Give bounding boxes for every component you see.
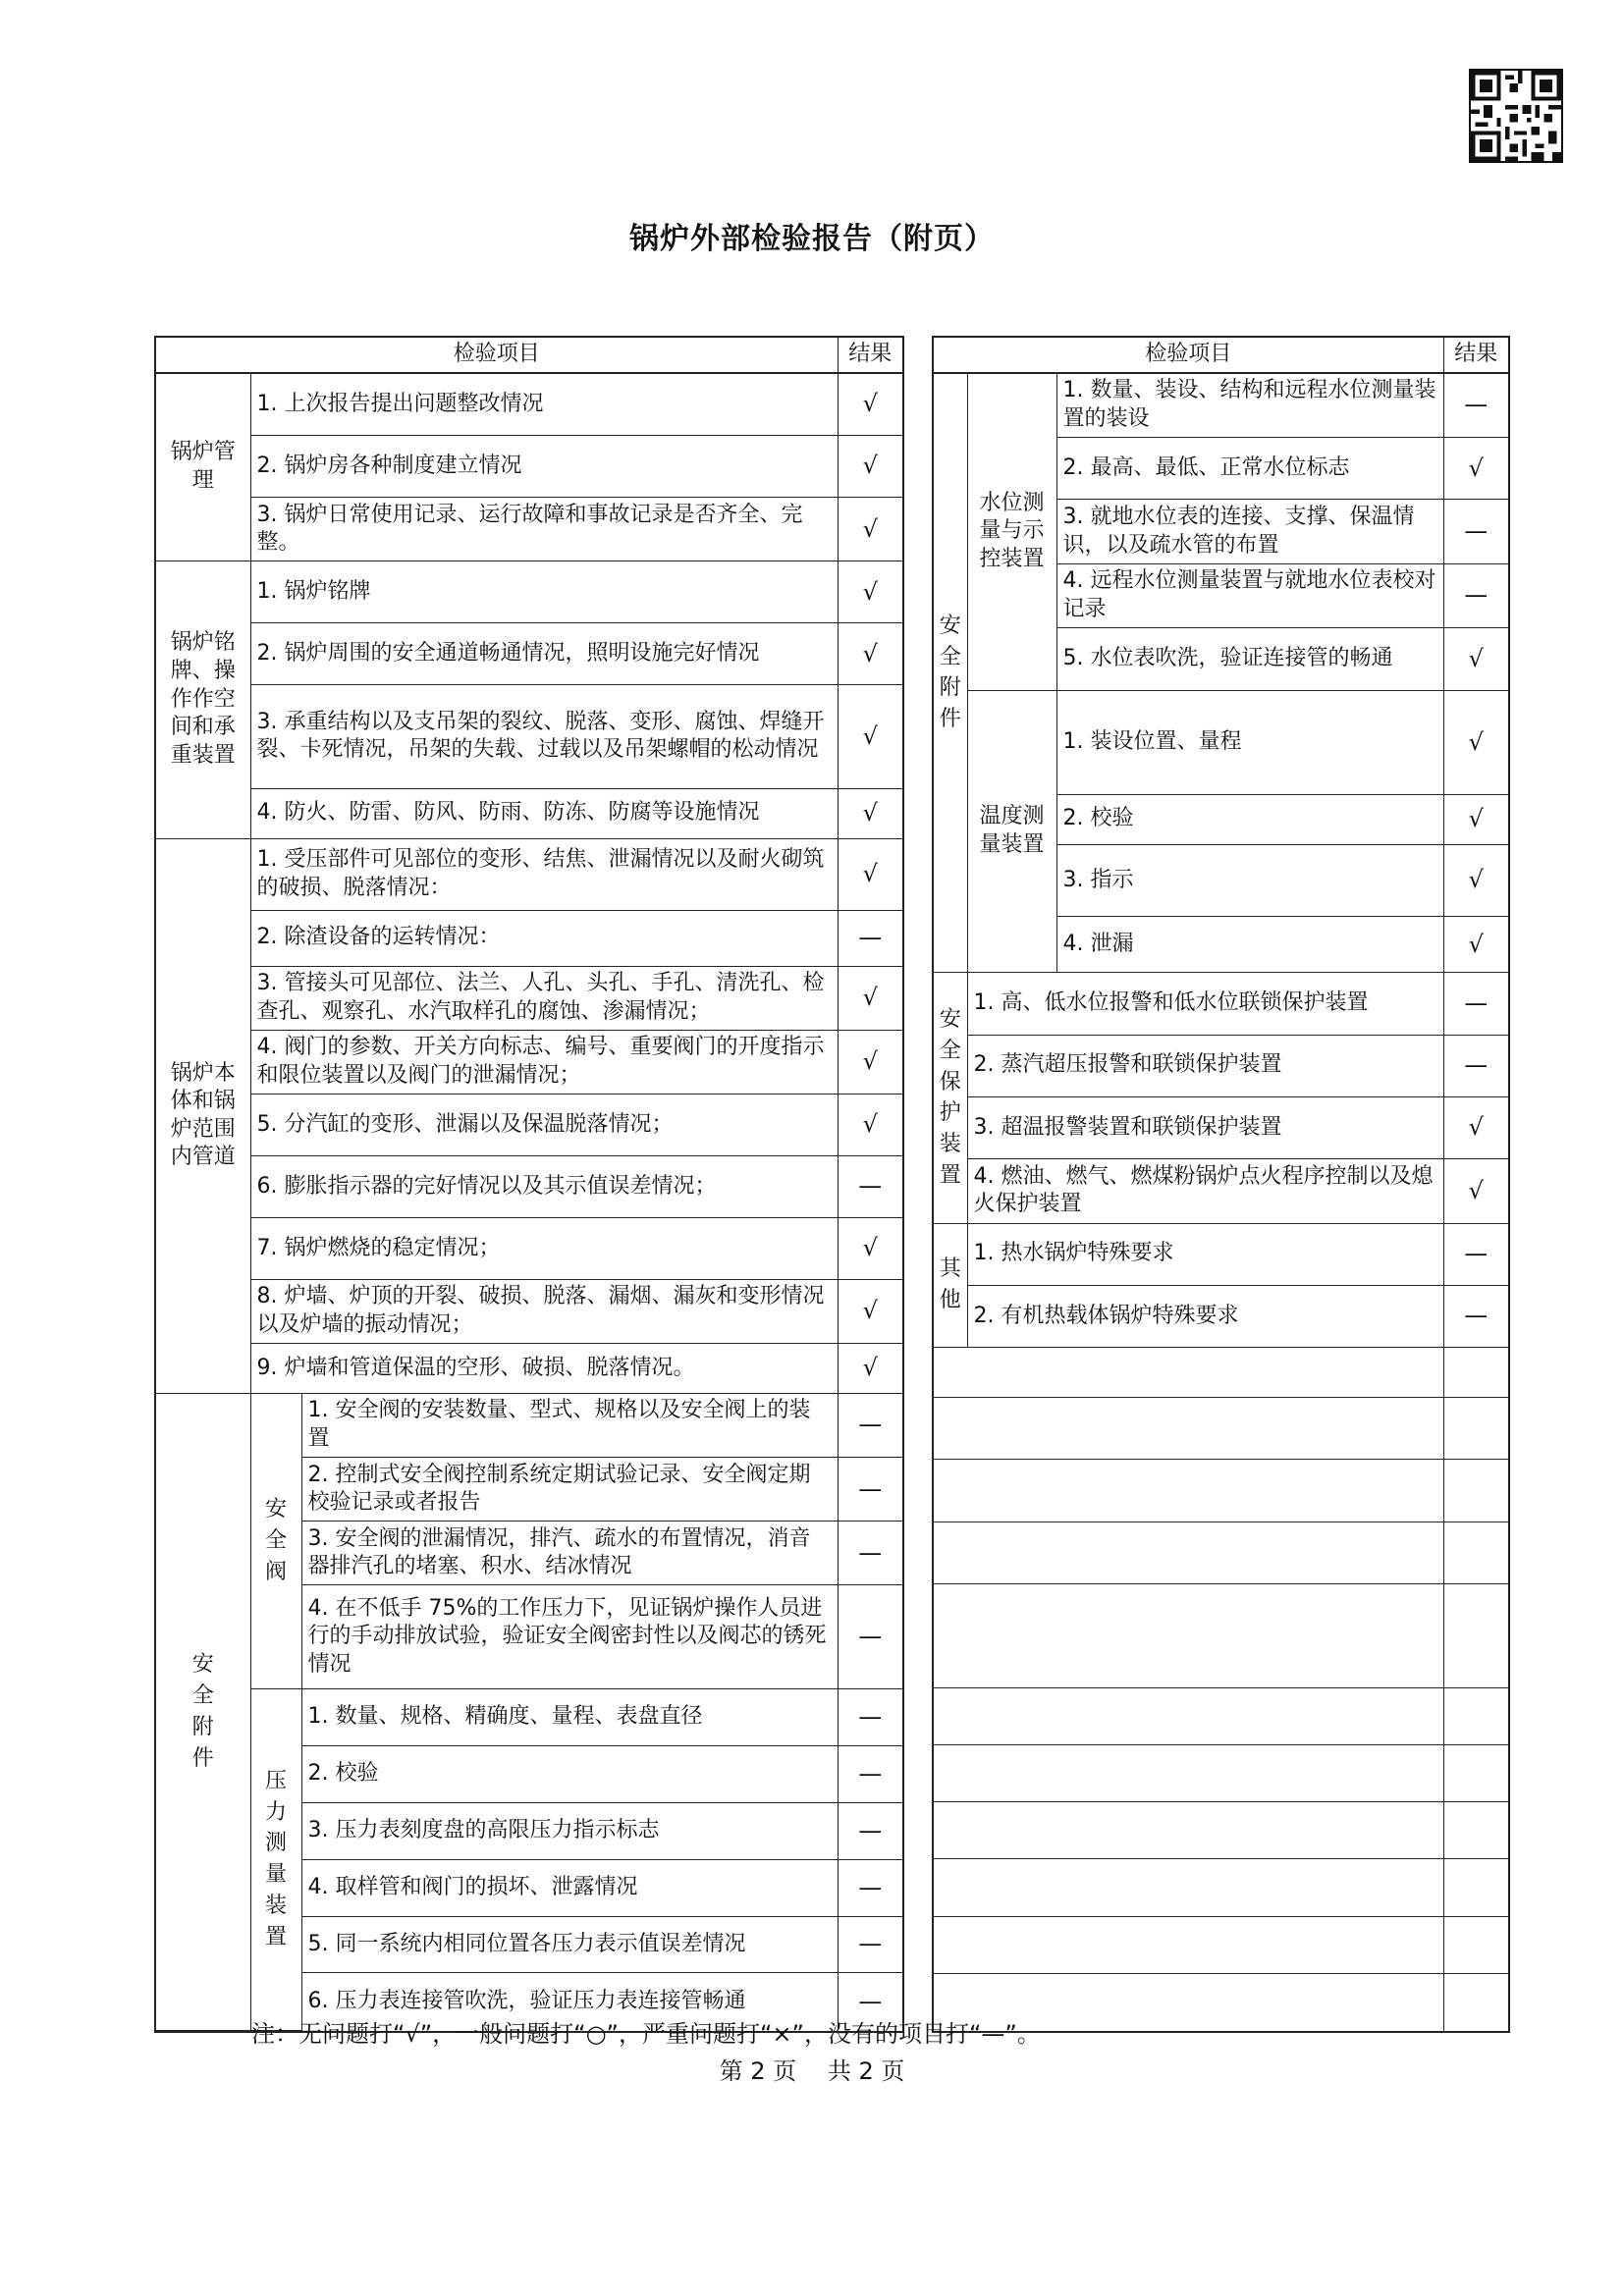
item-text: 4. 取样管和阀门的损坏、泄露情况 <box>301 1859 838 1916</box>
result-mark: — <box>838 1973 902 2030</box>
group-label: 安全保护装置 <box>934 973 967 1223</box>
result-mark: √ <box>838 685 902 789</box>
result-mark: √ <box>838 966 902 1030</box>
legend-note: 注：无问题打“√”，一般问题打“○”，严重问题打“×”，没有的项目打“—”。 <box>251 2020 1041 2048</box>
result-mark: √ <box>838 436 902 498</box>
column-gap <box>903 337 933 2032</box>
result-mark: √ <box>838 561 902 623</box>
item-text: 1. 高、低水位报警和低水位联锁保护装置 <box>967 973 1443 1035</box>
empty-cell <box>934 1745 1443 1802</box>
subgroup-label: 温度测量装置 <box>967 690 1056 973</box>
result-mark: √ <box>1443 628 1508 690</box>
empty-cell <box>934 1802 1443 1859</box>
result-mark: √ <box>838 1279 902 1343</box>
item-text: 1. 受压部件可见部位的变形、结焦、泄漏情况以及耐火砌筑的破损、脱落情况： <box>250 838 838 910</box>
empty-result <box>1443 1859 1508 1916</box>
empty-cell <box>934 1348 1443 1398</box>
empty-result <box>1443 1973 1508 2030</box>
result-mark: — <box>838 1522 902 1585</box>
empty-result <box>1443 1802 1508 1859</box>
item-text: 3. 安全阀的泄漏情况，排汽、疏水的布置情况，消音器排汽孔的堵塞、积水、结冰情况 <box>301 1522 838 1585</box>
result-mark: √ <box>838 788 902 838</box>
result-mark: √ <box>1443 844 1508 916</box>
page-number <box>0 2052 1624 2086</box>
item-text: 2. 校验 <box>1056 794 1443 844</box>
item-text: 2. 锅炉房各种制度建立情况 <box>250 436 838 498</box>
item-text: 4. 泄漏 <box>1056 917 1443 973</box>
left-header-item: 检验项目 <box>156 338 838 372</box>
item-text: 2. 锅炉周围的安全通道畅通情况，照明设施完好情况 <box>250 623 838 685</box>
group-label: 锅炉本体和锅炉范围内管道 <box>156 838 250 1393</box>
item-text: 6. 压力表连接管吹洗，验证压力表连接管畅通 <box>301 1973 838 2030</box>
item-text: 1. 上次报告提出问题整改情况 <box>250 374 838 436</box>
empty-result <box>1443 1687 1508 1744</box>
result-mark: √ <box>838 838 902 910</box>
result-mark: — <box>1443 563 1508 627</box>
result-mark: √ <box>1443 917 1508 973</box>
item-text: 4. 阀门的参数、开关方向标志、编号、重要阀门的开度指示和限位装置以及阀门的泄漏情况； <box>250 1030 838 1094</box>
right-header-item: 检验项目 <box>934 338 1443 372</box>
subgroup-label: 压力测量装置 <box>250 1689 301 2031</box>
page-current: 第 2 页 <box>719 2057 797 2085</box>
item-text: 1. 装设位置、量程 <box>1056 690 1443 794</box>
empty-cell <box>934 1687 1443 1744</box>
result-mark: — <box>838 1745 902 1802</box>
group-label: 锅炉铭牌、操作作空间和承重装置 <box>156 561 250 838</box>
item-text: 5. 水位表吹洗，验证连接管的畅通 <box>1056 628 1443 690</box>
item-text: 8. 炉墙、炉顶的开裂、破损、脱落、漏烟、漏灰和变形情况以及炉墙的振动情况； <box>250 1279 838 1343</box>
empty-result <box>1443 1460 1508 1522</box>
result-mark: √ <box>1443 438 1508 500</box>
item-text: 2. 有机热载体锅炉特殊要求 <box>967 1285 1443 1347</box>
empty-cell <box>934 1583 1443 1687</box>
group-label: 安全附件 <box>934 374 967 973</box>
item-text: 4. 在不低手 75%的工作压力下，见证锅炉操作人员进行的手动排放试验，验证安全阀密封性以及阀芯的锈死情况 <box>301 1585 838 1689</box>
empty-cell <box>934 1522 1443 1583</box>
result-mark: √ <box>838 1344 902 1394</box>
item-text: 4. 远程水位测量装置与就地水位表校对记录 <box>1056 563 1443 627</box>
empty-result <box>1443 1398 1508 1460</box>
empty-result <box>1443 1522 1508 1583</box>
group-label: 安全附件 <box>156 1393 250 2030</box>
result-mark: — <box>1443 500 1508 563</box>
result-mark: √ <box>838 623 902 685</box>
report-title: 锅炉外部检验报告（附页） <box>629 222 995 256</box>
result-mark: — <box>838 1859 902 1916</box>
item-text: 2. 除渣设备的运转情况： <box>250 910 838 966</box>
item-text: 1. 安全阀的安装数量、型式、规格以及安全阀上的装置 <box>301 1393 838 1457</box>
result-mark: — <box>838 1916 902 1973</box>
item-text: 1. 热水锅炉特殊要求 <box>967 1223 1443 1285</box>
page-total: 共 2 页 <box>827 2057 905 2085</box>
empty-result <box>1443 1745 1508 1802</box>
right-body <box>933 373 1509 2032</box>
result-mark: — <box>838 1458 902 1522</box>
result-mark: √ <box>838 374 902 436</box>
result-mark: — <box>1443 1285 1508 1347</box>
left-header-result: 结果 <box>838 338 902 372</box>
item-text: 2. 最高、最低、正常水位标志 <box>1056 438 1443 500</box>
item-text: 3. 就地水位表的连接、支撑、保温情识，以及疏水管的布置 <box>1056 500 1443 563</box>
result-mark: — <box>1443 374 1508 438</box>
empty-cell <box>934 1398 1443 1460</box>
result-mark: √ <box>838 1217 902 1279</box>
item-text: 6. 膨胀指示器的完好情况以及其示值误差情况； <box>250 1155 838 1217</box>
result-mark: √ <box>1443 1096 1508 1158</box>
result-mark: — <box>838 1802 902 1859</box>
empty-cell <box>934 1859 1443 1916</box>
item-text: 2. 校验 <box>301 1745 838 1802</box>
result-mark: √ <box>1443 690 1508 794</box>
item-text: 3. 锅炉日常使用记录、运行故障和事故记录是否齐全、完整。 <box>250 498 838 561</box>
result-mark: √ <box>838 498 902 561</box>
result-mark: √ <box>838 1094 902 1155</box>
item-text: 3. 指示 <box>1056 844 1443 916</box>
group-label: 锅炉管理 <box>156 374 250 561</box>
item-text: 4. 燃油、燃气、燃煤粉锅炉点火程序控制以及熄火保护装置 <box>967 1159 1443 1223</box>
result-mark: √ <box>1443 794 1508 844</box>
result-mark: √ <box>1443 1159 1508 1223</box>
item-text: 1. 数量、规格、精确度、量程、表盘直径 <box>301 1689 838 1746</box>
item-text: 2. 蒸汽超压报警和联锁保护装置 <box>967 1035 1443 1096</box>
result-mark: — <box>1443 1223 1508 1285</box>
item-text: 5. 同一系统内相同位置各压力表示值误差情况 <box>301 1916 838 1973</box>
qr-code <box>1469 69 1563 163</box>
subgroup-label: 水位测量与示控装置 <box>967 374 1056 690</box>
item-text: 1. 锅炉铭牌 <box>250 561 838 623</box>
item-text: 3. 管接头可见部位、法兰、人孔、头孔、手孔、清洗孔、检查孔、观察孔、水汽取样孔的腐蚀、渗漏情况； <box>250 966 838 1030</box>
right-header-result: 结果 <box>1443 338 1508 372</box>
item-text: 3. 承重结构以及支吊架的裂纹、脱落、变形、腐蚀、焊缝开裂、卡死情况，吊架的失载、过载以及吊架螺帽的松动情况 <box>250 685 838 789</box>
empty-result <box>1443 1583 1508 1687</box>
item-text: 4. 防火、防雷、防风、防雨、防冻、防腐等设施情况 <box>250 788 838 838</box>
result-mark: — <box>1443 973 1508 1035</box>
right-header-cell <box>933 337 1509 373</box>
result-mark: — <box>838 910 902 966</box>
item-text: 3. 压力表刻度盘的高限压力指示标志 <box>301 1802 838 1859</box>
left-body <box>155 373 903 2032</box>
item-text: 1. 数量、装设、结构和远程水位测量装置的装设 <box>1056 374 1443 438</box>
empty-cell <box>934 1916 1443 1973</box>
item-text: 7. 锅炉燃烧的稳定情况； <box>250 1217 838 1279</box>
result-mark: — <box>838 1689 902 1746</box>
empty-result <box>1443 1916 1508 1973</box>
left-header-cell <box>155 337 903 373</box>
result-mark: — <box>838 1585 902 1689</box>
item-text: 2. 控制式安全阀控制系统定期试验记录、安全阀定期校验记录或者报告 <box>301 1458 838 1522</box>
result-mark: — <box>838 1393 902 1457</box>
subgroup-label: 安全阀 <box>250 1393 301 1688</box>
result-mark: — <box>838 1155 902 1217</box>
item-text: 9. 炉墙和管道保温的空形、破损、脱落情况。 <box>250 1344 838 1394</box>
group-label: 其他 <box>934 1223 967 1348</box>
result-mark: — <box>1443 1035 1508 1096</box>
inspection-table <box>154 336 1510 2033</box>
item-text: 3. 超温报警装置和联锁保护装置 <box>967 1096 1443 1158</box>
empty-cell <box>934 1460 1443 1522</box>
result-mark: √ <box>838 1030 902 1094</box>
empty-result <box>1443 1348 1508 1398</box>
item-text: 5. 分汽缸的变形、泄漏以及保温脱落情况； <box>250 1094 838 1155</box>
